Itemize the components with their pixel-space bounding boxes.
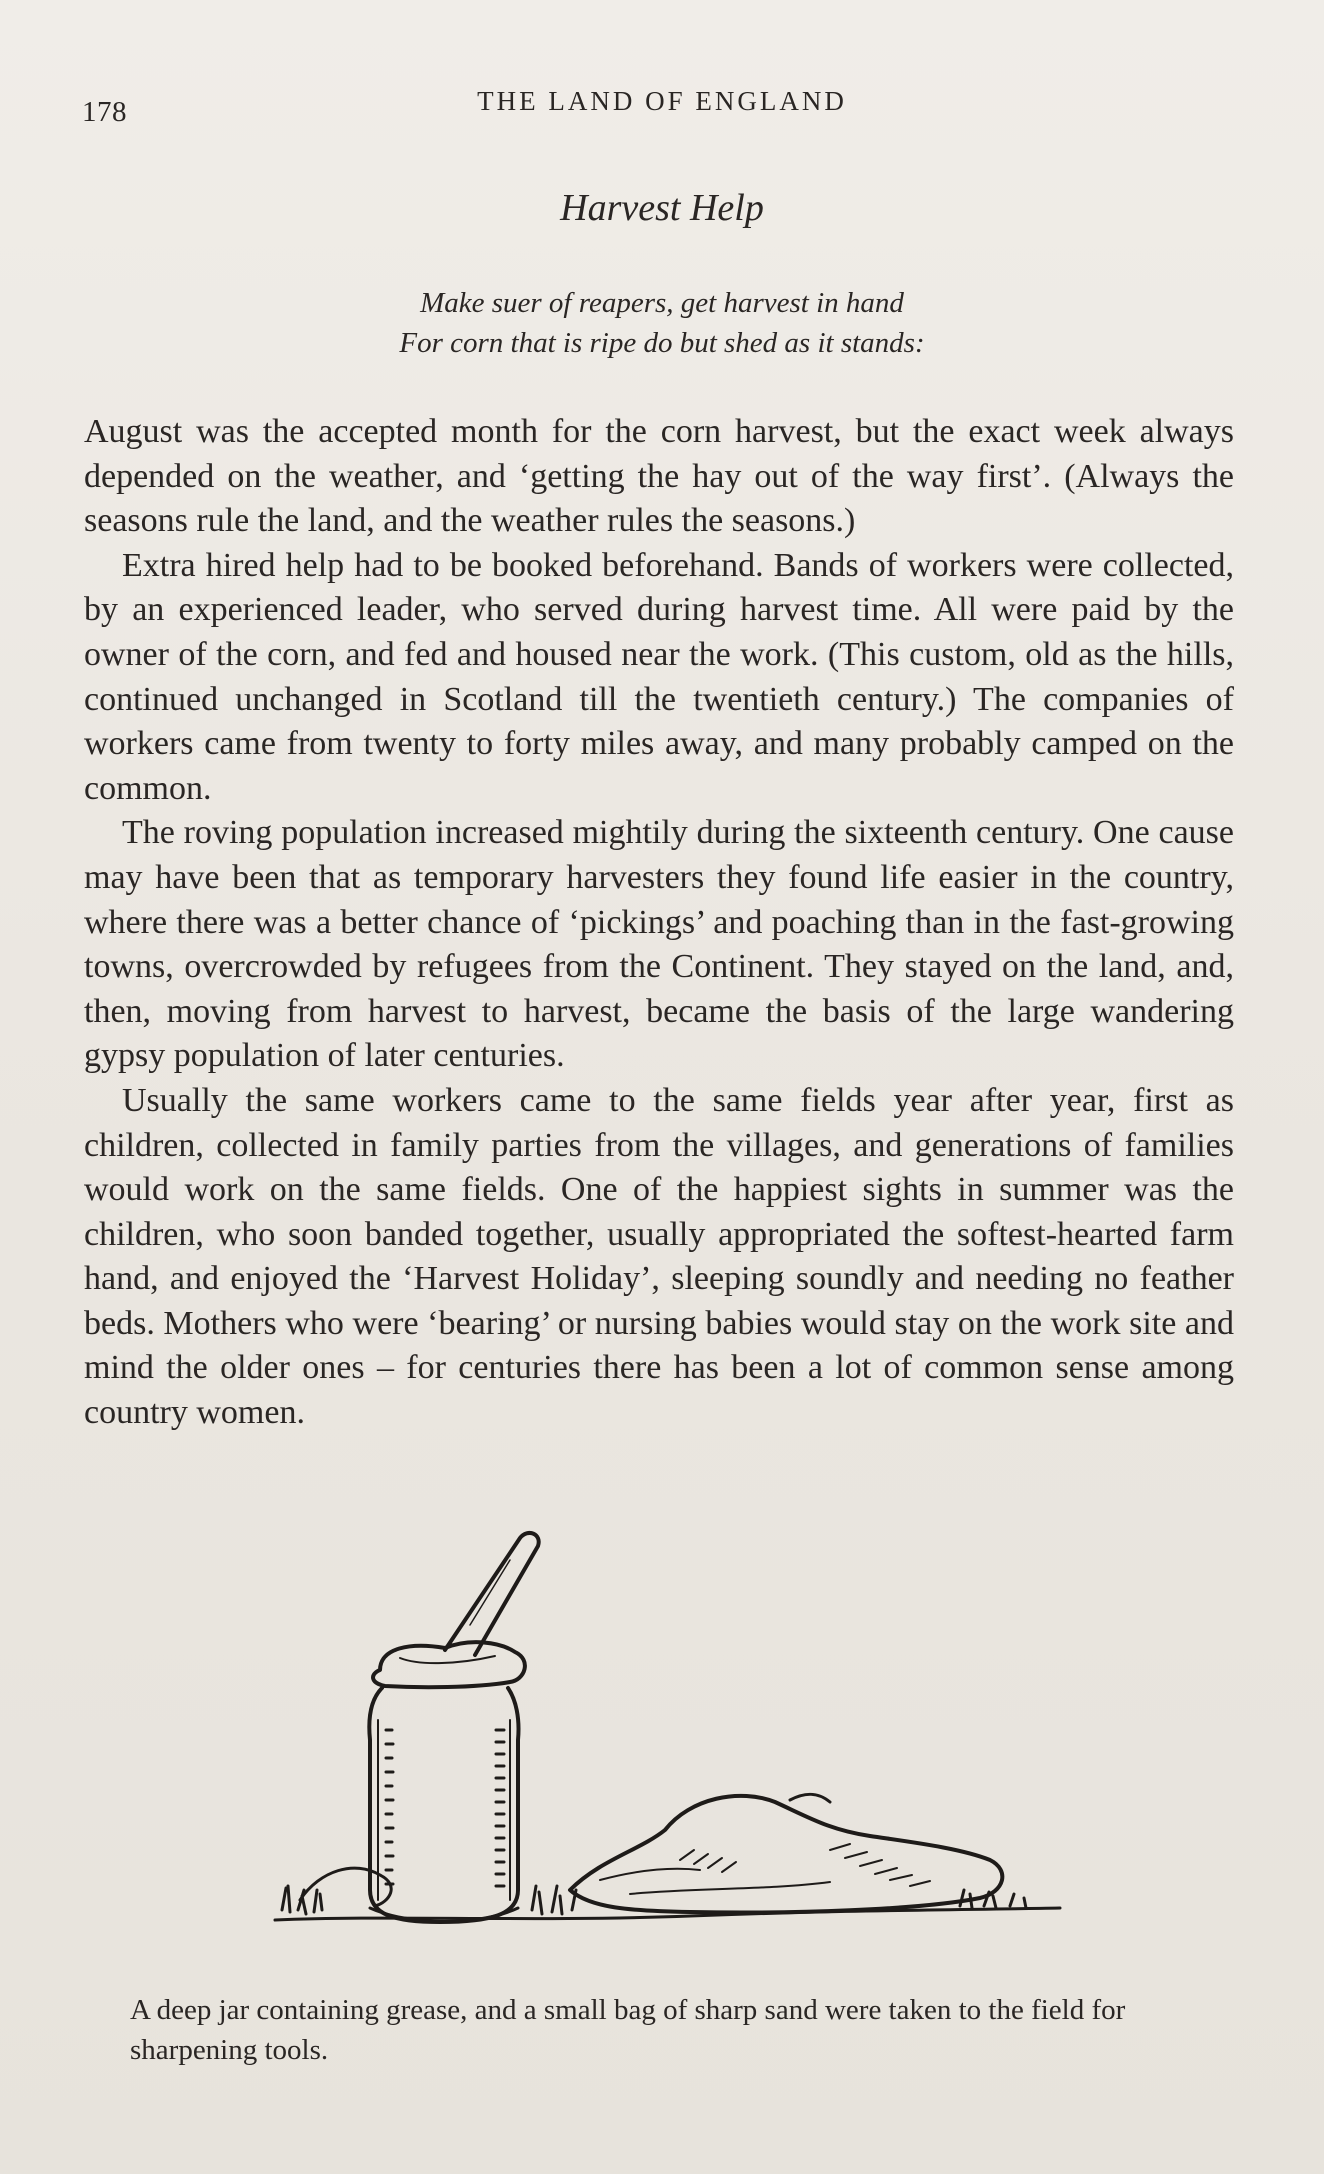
paragraph-4: Usually the same workers came to the same fields year after year, first as children, collected in family parties from the villages, and generations of families would work on the same fields. One of the happiest sights in summer was the children, who soon banded together, usually appropriated the softest-hearted farm hand, and enjoyed the ‘Harvest Holiday’, sleeping soundly and needing no feather beds. Mothers who were ‘bearing’ or nursing babies would stay on the work site and mind the older ones – for centuries there has been a lot of common sense among country women. xyxy=(84,1081,1234,1432)
epigraph xyxy=(0,283,1324,363)
running-head: THE LAND OF ENGLAND xyxy=(477,86,847,116)
section-title: Harvest Help xyxy=(560,187,764,229)
jar-and-sand-bag-illustration xyxy=(270,1530,1070,1940)
epigraph-line-1: Make suer of reapers, get harvest in hand xyxy=(420,287,904,319)
jar-lid xyxy=(373,1642,525,1687)
paragraph-3: The roving population increased mightily during the sixteenth century. One cause may have been that as temporary harvesters they found life easier in the country, where there was a better chance of ‘pickings’ and poaching than in the fast-growing towns, overcrowded by refugees from the Continent. They stayed on the land, and, then, moving from harvest to harvest, became the basis of the large wandering gypsy population of later centuries. xyxy=(84,814,1234,1075)
paragraph-2: Extra hired help had to be booked beforehand. Bands of workers were collected, by an experienced leader, who served during harvest time. All were paid by the owner of the corn, and fed and housed near the work. (This custom, old as the hills, continued unchanged in Scotland till the twentieth century.) The companies of workers came from twenty to forty miles away, and many probably camped on the common. xyxy=(84,546,1234,807)
grass-tuft-left xyxy=(282,1886,322,1914)
body-text xyxy=(84,410,1234,1436)
sand-bag xyxy=(570,1796,1002,1913)
paragraph-1: August was the accepted month for the corn harvest, but the exact week always depended on the weather, and ‘getting the hay out of the way first’. (Always the seasons rule the land, and the weather rules the seasons.) xyxy=(84,413,1234,540)
epigraph-line-2: For corn that is ripe do but shed as it stands: xyxy=(399,327,925,359)
page-number: 178 xyxy=(82,96,127,128)
stick xyxy=(445,1533,539,1655)
figure-caption: A deep jar containing grease, and a small bag of sharp sand were taken to the field for sharpening tools. xyxy=(130,1994,1126,2066)
